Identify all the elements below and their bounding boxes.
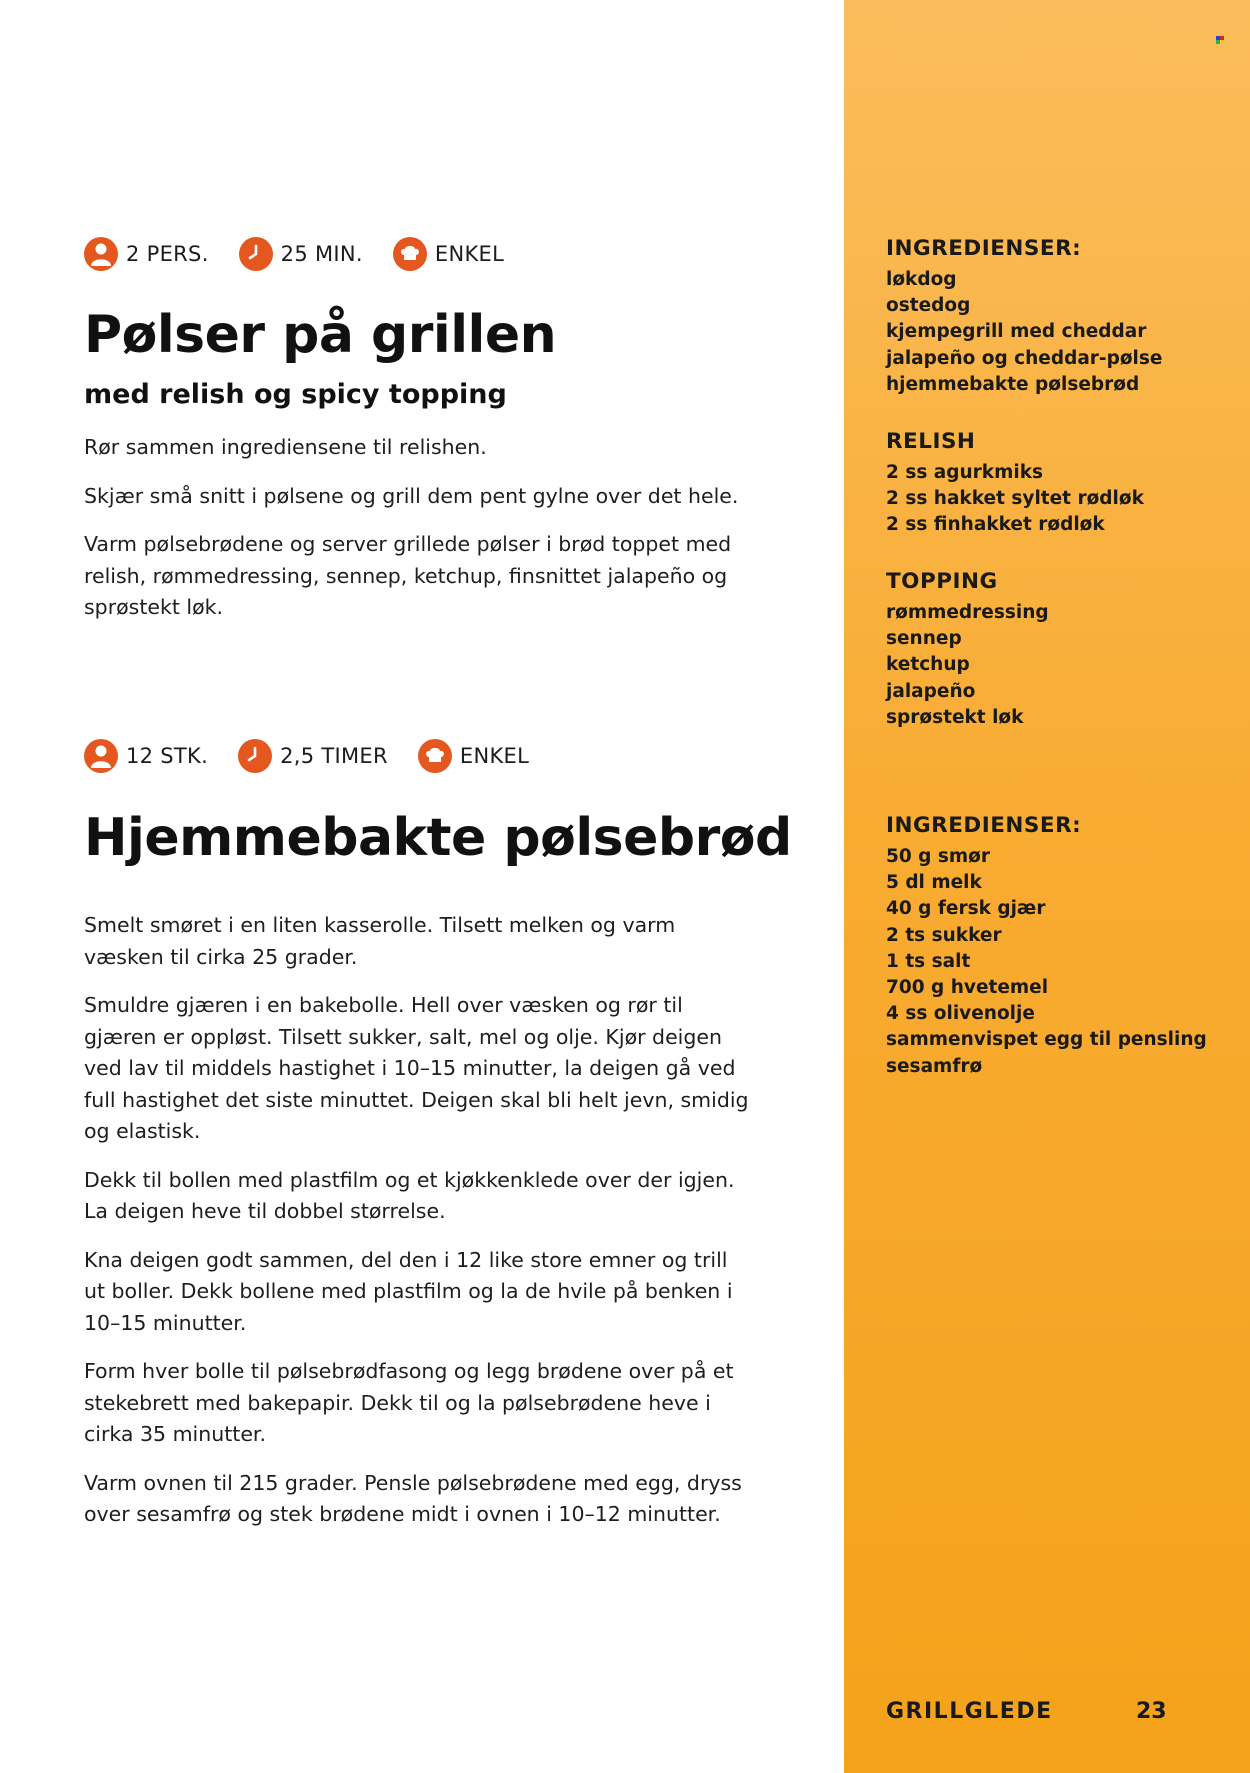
time-meta [239,237,363,271]
list-item: hjemmebakte pølsebrød [886,373,1140,395]
recipe2-steps [84,910,754,1548]
recipe2-step: Form hver bolle til pølsebrødfasong og legg brødene over på et stekebrett med bakepapir. Dekk til og la pølsebrødene heve i cirka 35 minutter. [84,1359,734,1446]
recipe1-subtitle: med relish og spicy topping [84,379,507,410]
recipe1-step: Rør sammen ingrediensene til relishen. [84,435,487,459]
servings-meta [84,237,209,271]
list-item: 1 ts salt [886,950,971,972]
list-item: 2 ss hakket syltet rødløk [886,488,1144,510]
list-item: ostedog [886,295,971,317]
ingredients-heading: INGREDIENSER: [886,236,1082,261]
list-item: 5 dl melk [886,872,982,894]
servings-text: 2 PERS. [126,242,209,266]
list-item: sammenvispet egg til pensling [886,1029,1207,1051]
difficulty-text: ENKEL [459,744,530,768]
recipe1-step: Skjær små snitt i pølsene og grill dem pent gylne over det hele. [84,483,739,508]
recipe2-ingredients [886,813,1226,1080]
chef-hat-icon [418,739,452,773]
topping-ingredients [886,569,1226,731]
difficulty-meta [393,237,504,271]
servings-text: 12 STK. [126,744,209,768]
ingredients-heading: INGREDIENSER: [886,813,1082,838]
clock-icon [239,237,273,271]
list-item: 50 g smør [886,846,990,867]
list-item: sesamfrø [886,1055,983,1077]
recipe2-step: Smelt smøret i en liten kasserolle. Tilsett melken og varm væsken til cirka 25 grader. [84,913,676,969]
list-item: sprøstekt løk [886,706,1024,728]
page-number: 23 [1136,1699,1167,1724]
ingredients-list [886,267,1226,398]
list-item: jalapeño [886,680,976,702]
recipe1-title: Pølser på grillen [84,305,557,365]
topping-heading: TOPPING [886,569,998,594]
recipe2-step: Kna deigen godt sammen, del den i 12 like store emner og trill ut boller. Dekk bollene med plastfilm og la de hvile på benken i 10–15 minutter. [84,1247,733,1335]
difficulty-text: ENKEL [434,242,505,266]
relish-heading: RELISH [886,429,976,454]
recipe1-meta [84,237,534,271]
recipe2-step: Varm ovnen til 215 grader. Pensle pølsebrødene med egg, dryss over sesamfrø og stek brødene midt i ovnen i 10–12 minutter. [84,1470,742,1526]
recipe1-ingredients [886,236,1226,398]
list-item: ketchup [886,654,970,676]
list-item: kjempegrill med cheddar [886,321,1147,343]
list-item: 2 ts sukker [886,924,1002,946]
time-meta [238,739,388,773]
footer-label: GRILLGLEDE [886,1699,1053,1724]
list-item: 4 ss olivenolje [886,1003,1035,1025]
clock-icon [238,739,272,773]
recipe2-meta [84,739,559,773]
list-item: løkdog [886,269,957,290]
person-icon [84,237,118,271]
color-mark-icon [1216,36,1224,44]
list-item: jalapeño og cheddar-pølse [886,347,1163,369]
servings-meta [84,739,208,773]
list-item: sennep [886,628,962,650]
time-text: 2,5 TIMER [280,744,388,768]
topping-list [886,600,1226,731]
recipe2-step: Smuldre gjæren i en bakebolle. Hell over væsken og rør til gjæren er oppløst. Tilsett sukker, salt, mel og olje. Kjør deigen ved lav til middels hastighet i 10–15 minutter, la deigen gå ved full hastighet det siste minuttet. Deigen skal bli helt jevn, smidig og elastisk. [84,993,749,1143]
list-item: 2 ss agurkmiks [886,462,1044,483]
list-item: 40 g fersk gjær [886,898,1046,920]
person-icon [84,739,118,773]
time-text: 25 MIN. [280,242,363,266]
recipe1-step: Varm pølsebrødene og server grillede pølser i brød toppet med relish, rømmedressing, sennep, ketchup, finsnittet jalapeño og sprøstekt løk. [84,532,732,619]
recipe2-title: Hjemmebakte pølsebrød [84,808,792,868]
recipe1-steps [84,432,754,641]
difficulty-meta [418,739,529,773]
recipe2-step: Dekk til bollen med plastfilm og et kjøkkenklede over der igjen. La deigen heve til dobbel størrelse. [84,1167,735,1223]
list-item: rømmedressing [886,602,1049,623]
ingredients-list [886,844,1226,1080]
list-item: 2 ss finhakket rødløk [886,514,1105,536]
chef-hat-icon [393,237,427,271]
relish-ingredients [886,429,1226,539]
relish-list [886,460,1226,539]
list-item: 700 g hvetemel [886,977,1049,999]
